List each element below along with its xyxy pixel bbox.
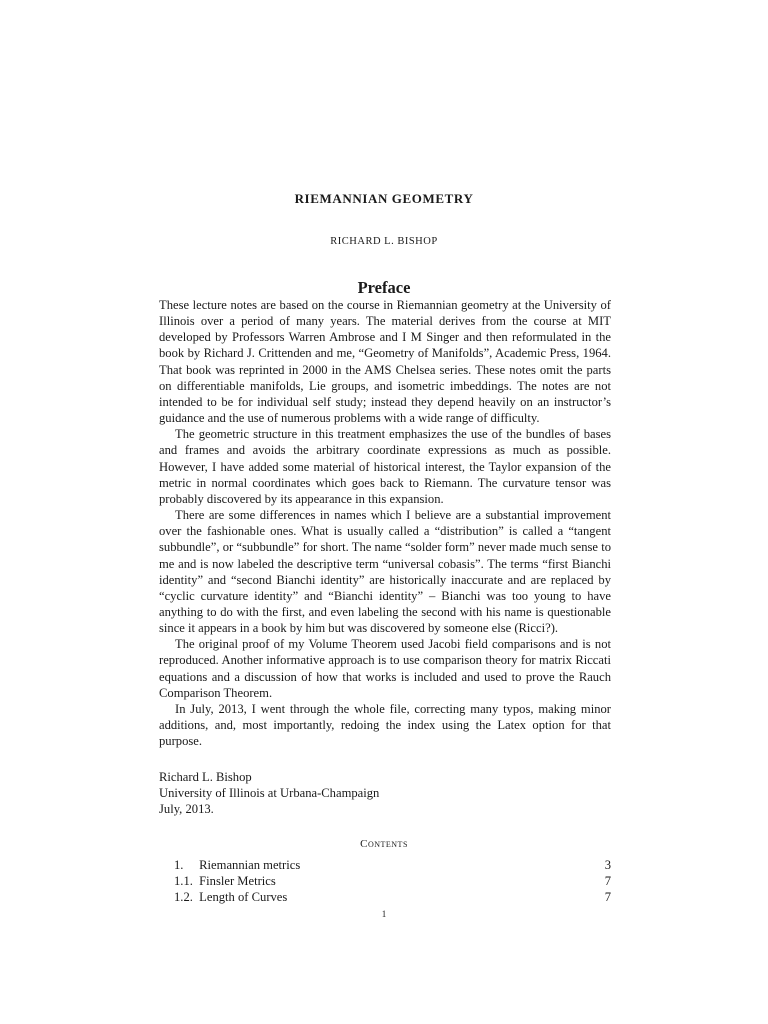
document-title: RIEMANNIAN GEOMETRY [294, 191, 474, 206]
toc-entry-number: 1.1. [174, 874, 193, 888]
toc-entry[interactable] [174, 873, 611, 889]
signature-affiliation: University of Illinois at Urbana-Champaign [159, 786, 380, 801]
document-author: RICHARD L. BISHOP [330, 236, 438, 247]
toc-entry-page: 3 [604, 858, 611, 872]
toc-entry-title: Length of Curves [199, 890, 288, 904]
toc-entry-title: Finsler Metrics [199, 874, 276, 888]
toc-entry-title: Riemannian metrics [199, 858, 301, 872]
preface-paragraph-5: In July, 2013, I went through the whole file, correcting many typos, making minor additions, and, most importantly, redoing the index using the Latex option for that purpose. [159, 701, 611, 749]
preface-heading: Preface [357, 278, 411, 297]
toc-entry[interactable] [174, 889, 611, 905]
preface-paragraph-3: There are some differences in names which I believe are a substantial improvement over the fashionable ones. What is usually called a “distribution” is called a “tangent subbundle”, or “subbundle” for short. The name “solder form” never made much sense to me and is now labeled the descriptive term “universal cobasis”. The terms “first Bianchi identity” and “second Bianchi identity” are historically inaccurate and are replaced by “cyclic curvature identity” and “Bianchi identity” – Bianchi was too young to have anything to do with the first, and even labeling the second with his name is questionable since it appears in a book by him but was discovered by someone else (Ricci?). [159, 508, 611, 636]
signature-block [159, 769, 611, 818]
preface-paragraph-1: These lecture notes are based on the course in Riemannian geometry at the University of Illinois over a period of many years. The material derives from the course at MIT developed by Professors Warren Ambrose and I M Singer and then reformulated in the book by Richard J. Crittenden and me, “Geometry of Manifolds”, Academic Press, 1964. That book was reprinted in 2000 in the AMS Chelsea series. These notes omit the parts on differentiable manifolds, Lie groups, and isometric imbeddings. The notes are not intended to be for individual self study; instead they depend heavily on an instructor’s guidance and the use of numerous problems with a wide range of difficulty. [159, 298, 611, 426]
toc-entry[interactable] [174, 857, 611, 873]
toc-entry-number: 1.2. [174, 890, 193, 904]
toc-entry-page: 7 [604, 874, 611, 888]
contents-heading: Contents [360, 838, 408, 850]
preface-body [159, 297, 611, 749]
toc-entry-page: 7 [604, 890, 611, 904]
toc-entry-number: 1. [174, 858, 184, 872]
preface-paragraph-2: The geometric structure in this treatment emphasizes the use of the bundles of bases and frames and avoids the arbitrary coordinate expressions as much as possible. However, I have added some material of historical interest, the Taylor expansion of the metric in normal coordinates which goes back to Riemann. The curvature tensor was probably discovered by its appearance in this expansion. [159, 427, 611, 506]
preface-paragraph-4: The original proof of my Volume Theorem used Jacobi field comparisons and is not reproduced. Another informative approach is to use comparison theory for matrix Riccati equations and a discussion of how that works is included and used to prove the Rauch Comparison Theorem. [159, 637, 611, 700]
table-of-contents [174, 857, 611, 905]
page-number: 1 [381, 909, 387, 919]
signature-date: July, 2013. [159, 802, 214, 817]
signature-name: Richard L. Bishop [159, 770, 252, 784]
